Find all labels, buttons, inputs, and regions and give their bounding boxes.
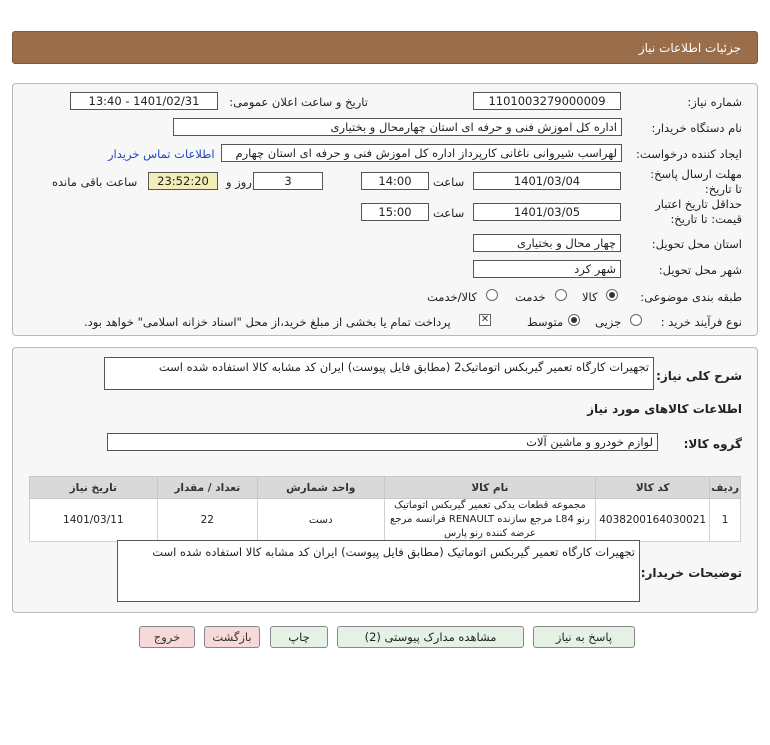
process-option-medium: متوسط xyxy=(527,315,564,329)
cell-code: 4038200164030021 xyxy=(596,499,710,542)
description-field: تجهیرات کارگاه تعمیر گیربکس اتوماتیک2 (مطابق فایل پیوست) ایران کد مشابه کالا استفاده شده است xyxy=(104,357,654,390)
goods-info-title: اطلاعات کالاهای مورد نیاز xyxy=(587,402,742,416)
goods-group-field: لوازم خودرو و ماشین آلات xyxy=(107,433,658,451)
category-option-goods: کالا xyxy=(582,290,598,304)
goods-table-header xyxy=(30,477,741,499)
goods-group-label: گروه کالا: xyxy=(683,437,742,451)
col-name: نام کالا xyxy=(384,477,596,499)
page-title: جزئیات اطلاعات نیاز xyxy=(638,41,741,55)
process-radio-medium[interactable] xyxy=(568,314,580,326)
col-row: ردیف xyxy=(710,477,741,499)
deadline-time-label: ساعت xyxy=(433,175,465,189)
col-date: تاریخ نیاز xyxy=(30,477,158,499)
category-option-service: خدمت xyxy=(515,290,546,304)
print-button[interactable]: چاپ xyxy=(270,626,328,648)
cell-name: مجموعه قطعات یدکی تعمیر گیربکس اتوماتیک رنو L84 مرجع سازنده RENAULT فرانسه مرجع عرضه کننده رنو پارس xyxy=(384,499,596,542)
creator-label: ایجاد کننده درخواست: xyxy=(636,147,742,161)
city-label: شهر محل تحویل: xyxy=(658,263,742,277)
province-field: چهار محال و بختیاری xyxy=(473,234,621,252)
days-label: روز و xyxy=(226,175,252,189)
category-radio-goods[interactable] xyxy=(606,289,618,301)
reply-button[interactable]: پاسخ به نیاز xyxy=(533,626,635,648)
validity-date-field: 1401/03/05 xyxy=(473,203,621,221)
buyer-label: نام دستگاه خریدار: xyxy=(651,121,742,135)
back-button[interactable]: بازگشت xyxy=(204,626,260,648)
category-radio-service[interactable] xyxy=(555,289,567,301)
attachments-button[interactable]: مشاهده مدارک پیوستی (2) xyxy=(337,626,524,648)
deadline-label: مهلت ارسال پاسخ: تا تاریخ: xyxy=(650,167,742,196)
remaining-label: ساعت باقی مانده xyxy=(52,175,138,189)
cell-row: 1 xyxy=(710,499,741,542)
city-field: شهر کرد xyxy=(473,260,621,278)
process-option-partial: جزیی xyxy=(595,315,622,329)
announce-label: تاریخ و ساعت اعلان عمومی: xyxy=(229,95,368,109)
process-radio-partial[interactable] xyxy=(630,314,642,326)
creator-field: لهراسب شیروانی ناغانی کارپرداز اداره کل اموزش فنی و حرفه ای استان چهارم xyxy=(221,144,622,162)
col-quantity: تعداد / مقدار xyxy=(157,477,257,499)
validity-time-label: ساعت xyxy=(433,206,465,220)
cell-unit: دست xyxy=(257,499,384,542)
cell-date: 1401/03/11 xyxy=(30,499,158,542)
need-number-field: 1101003279000009 xyxy=(473,92,621,110)
days-field: 3 xyxy=(253,172,323,190)
buyer-contact-link[interactable]: اطلاعات تماس خریدار xyxy=(108,147,215,161)
table-row xyxy=(30,499,741,542)
description-label: شرح کلی نیاز: xyxy=(656,369,742,383)
cell-quantity: 22 xyxy=(157,499,257,542)
category-radio-goods-service[interactable] xyxy=(486,289,498,301)
deadline-time-field: 14:00 xyxy=(361,172,429,190)
deadline-date-field: 1401/03/04 xyxy=(473,172,621,190)
validity-label: حداقل تاریخ اعتبار قیمت: تا تاریخ: xyxy=(655,197,742,226)
province-label: استان محل تحویل: xyxy=(651,237,742,251)
exit-button[interactable]: خروج xyxy=(139,626,195,648)
col-unit: واحد شمارش xyxy=(257,477,384,499)
buyer-notes-field: تجهیرات کارگاه تعمیر گیربکس اتوماتیک (مطابق فایل پیوست) ایران کد مشابه کالا استفاده شده است xyxy=(117,540,640,602)
goods-table xyxy=(29,476,741,542)
page-header xyxy=(12,31,758,64)
process-label: نوع فرآیند خرید : xyxy=(660,315,742,329)
category-option-goods-service: کالا/خدمت xyxy=(427,290,478,304)
announce-field: 1401/02/31 - 13:40 xyxy=(70,92,218,110)
need-number-label: شماره نیاز: xyxy=(687,95,742,109)
buyer-field: اداره کل اموزش فنی و حرفه ای استان چهارمحال و بختیاری xyxy=(173,118,622,136)
remaining-time-field: 23:52:20 xyxy=(148,172,218,190)
validity-time-field: 15:00 xyxy=(361,203,429,221)
col-code: کد کالا xyxy=(596,477,710,499)
buyer-notes-label: توضیحات خریدار: xyxy=(640,566,742,580)
treasury-checkbox[interactable]: ✕ xyxy=(480,314,490,325)
category-label: طبقه بندی موضوعی: xyxy=(640,290,742,304)
payment-note: پرداخت تمام یا بخشی از مبلغ خرید،از محل "اسناد خزانه اسلامی" خواهد بود. xyxy=(84,315,451,329)
